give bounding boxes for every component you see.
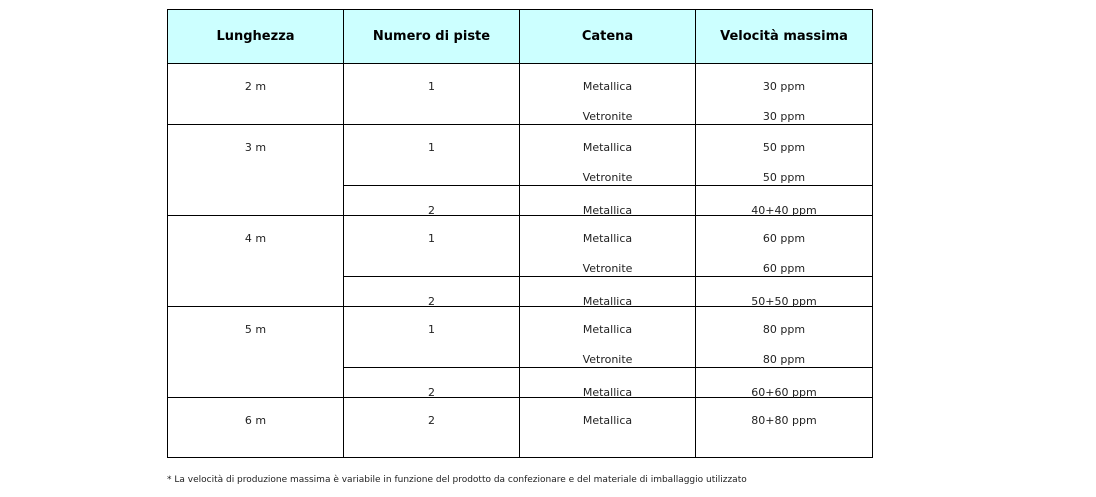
cell-piste <box>344 186 520 216</box>
cell-catena <box>520 368 696 398</box>
catena-value: Metallica <box>582 295 633 308</box>
table-row <box>168 216 873 277</box>
velocita-value: 60+60 ppm <box>751 386 817 399</box>
header-lunghezza: Lunghezza <box>168 10 344 64</box>
table-row <box>168 64 873 125</box>
catena-value: Metallica <box>582 80 633 93</box>
cell-lunghezza: 5 m <box>168 307 344 398</box>
velocita-value: 50+50 ppm <box>751 295 817 308</box>
cell-catena <box>520 186 696 216</box>
cell-piste: 1 <box>344 64 520 125</box>
piste-value: 2 <box>428 295 435 308</box>
velocita-value: 50 ppm <box>762 141 806 154</box>
catena-value: Vetronite <box>582 262 633 275</box>
footnote: * La velocità di produzione massima è variabile in funzione del prodotto da confezionare e del materiale di imballaggio utilizzato <box>167 475 747 485</box>
catena-value: Vetronite <box>582 353 633 366</box>
catena-value: Metallica <box>582 232 633 245</box>
table-row <box>168 307 873 368</box>
cell-lunghezza: 3 m <box>168 125 344 216</box>
velocita-value: 60 ppm <box>762 262 806 275</box>
cell-velocita: 80+80 ppm <box>696 398 873 458</box>
cell-velocita <box>696 125 873 186</box>
specs-table <box>167 9 873 458</box>
cell-velocita <box>696 277 873 307</box>
cell-lunghezza: 2 m <box>168 64 344 125</box>
piste-value: 2 <box>428 386 435 399</box>
velocita-value: 80 ppm <box>762 353 806 366</box>
cell-catena <box>520 64 696 125</box>
cell-piste: 1 <box>344 125 520 186</box>
catena-value: Vetronite <box>582 171 633 184</box>
velocita-value: 40+40 ppm <box>751 204 817 217</box>
catena-value: Metallica <box>582 323 633 336</box>
cell-piste: 2 <box>344 398 520 458</box>
cell-catena <box>520 277 696 307</box>
cell-catena <box>520 216 696 277</box>
catena-value: Metallica <box>582 141 633 154</box>
velocita-value: 30 ppm <box>762 110 806 123</box>
table-row <box>168 125 873 186</box>
piste-value: 2 <box>428 204 435 217</box>
cell-catena <box>520 307 696 368</box>
velocita-value: 30 ppm <box>762 80 806 93</box>
table-row <box>168 398 873 458</box>
velocita-value: 80 ppm <box>762 323 806 336</box>
catena-value: Metallica <box>582 204 633 217</box>
cell-piste <box>344 277 520 307</box>
header-numero-piste: Numero di piste <box>344 10 520 64</box>
velocita-value: 60 ppm <box>762 232 806 245</box>
header-catena: Catena <box>520 10 696 64</box>
cell-velocita <box>696 368 873 398</box>
cell-velocita <box>696 216 873 277</box>
cell-catena: Metallica <box>520 398 696 458</box>
cell-lunghezza: 4 m <box>168 216 344 307</box>
header-velocita: Velocità massima <box>696 10 873 64</box>
cell-lunghezza: 6 m <box>168 398 344 458</box>
cell-piste: 1 <box>344 307 520 368</box>
velocita-value: 50 ppm <box>762 171 806 184</box>
cell-velocita <box>696 64 873 125</box>
cell-velocita <box>696 307 873 368</box>
catena-value: Metallica <box>582 386 633 399</box>
cell-velocita <box>696 186 873 216</box>
cell-piste: 1 <box>344 216 520 277</box>
catena-value: Vetronite <box>582 110 633 123</box>
cell-piste <box>344 368 520 398</box>
header-row <box>168 10 873 64</box>
cell-catena <box>520 125 696 186</box>
